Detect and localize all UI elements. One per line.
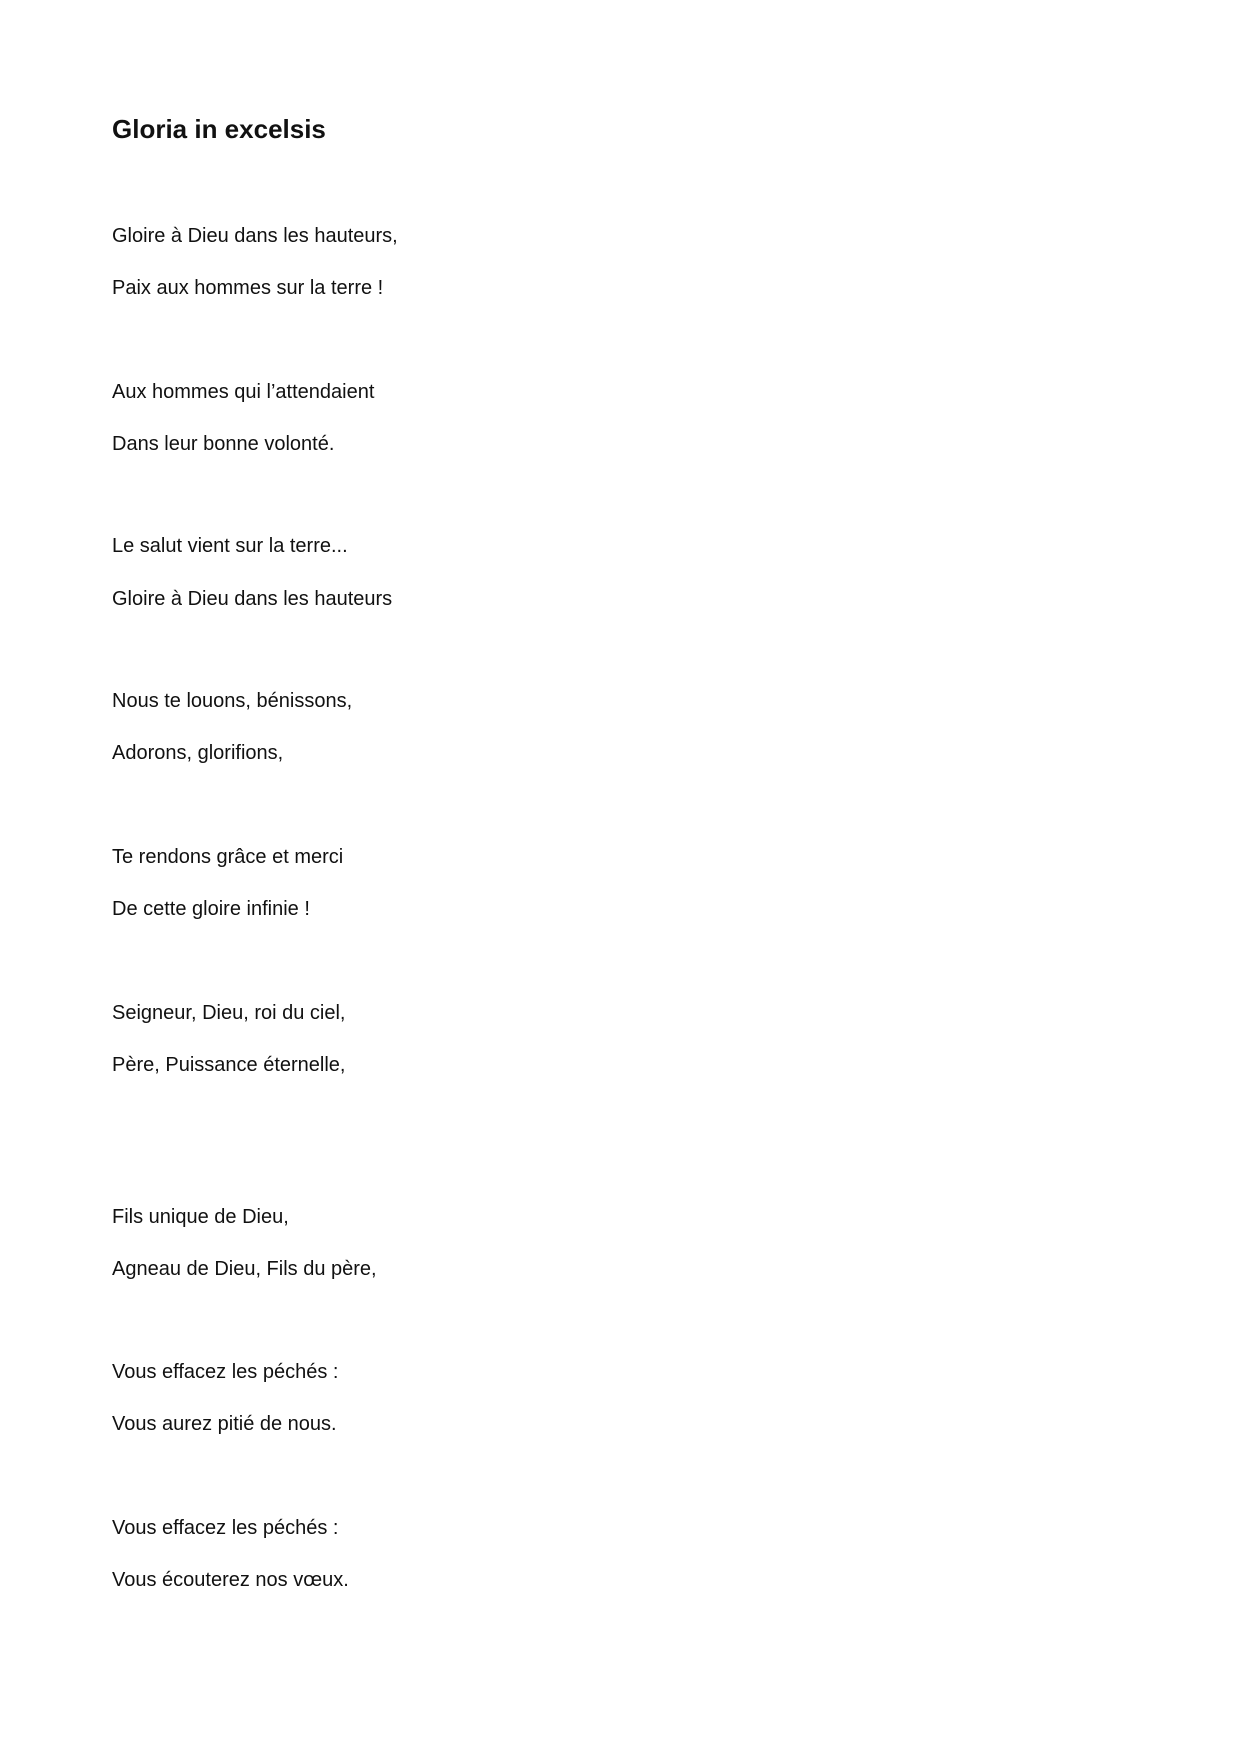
verse-line: Paix aux hommes sur la terre !	[112, 277, 384, 299]
verse-line: Seigneur, Dieu, roi du ciel,	[112, 1002, 346, 1024]
verse-line: Te rendons grâce et merci	[112, 846, 344, 868]
verse-line: Dans leur bonne volonté.	[112, 433, 335, 455]
verse-line: Aux hommes qui l’attendaient	[112, 381, 375, 403]
verse-line: Gloire à Dieu dans les hauteurs,	[112, 225, 398, 247]
verse-line: Père, Puissance éternelle,	[112, 1054, 346, 1076]
verse-line: Vous effacez les péchés :	[112, 1361, 339, 1383]
verse-line: Agneau de Dieu, Fils du père,	[112, 1258, 377, 1280]
verse-line: Vous aurez pitié de nous.	[112, 1413, 337, 1435]
verse-line: Fils unique de Dieu,	[112, 1206, 289, 1228]
verse-line: Le salut vient sur la terre...	[112, 535, 348, 557]
verse-line: Vous effacez les péchés :	[112, 1517, 339, 1539]
verse-line: Nous te louons, bénissons,	[112, 690, 353, 712]
verse-line: Vous écouterez nos vœux.	[112, 1569, 349, 1591]
verse-line: Gloire à Dieu dans les hauteurs	[112, 588, 393, 610]
verse-line: De cette gloire infinie !	[112, 898, 310, 920]
verse-line: Adorons, glorifions,	[112, 742, 284, 764]
document-title: Gloria in excelsis	[112, 114, 326, 144]
